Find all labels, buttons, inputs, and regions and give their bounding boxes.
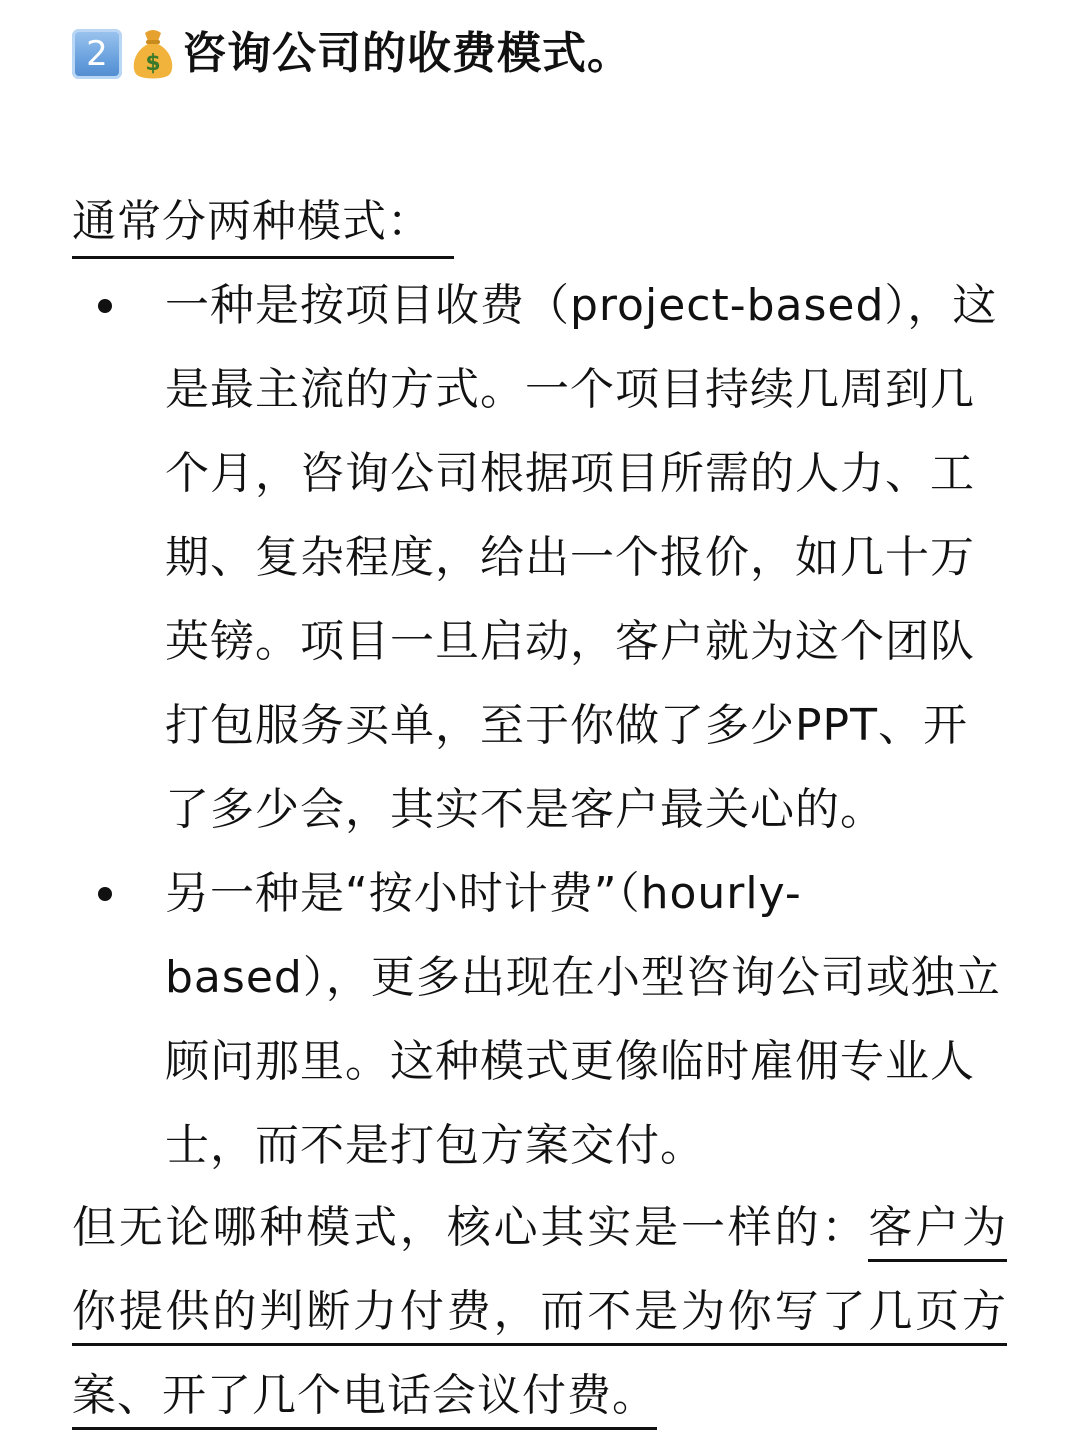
intro-paragraph [72, 180, 572, 264]
title-row [72, 26, 632, 82]
keycap-digit-two-icon [72, 29, 122, 79]
list-item [72, 852, 1005, 1188]
money-bag-icon [128, 27, 178, 81]
page-title: 咨询公司的收费模式。 [182, 28, 632, 79]
list-item-text: 一种是按项目收费（project-based），这是最主流的方式。一个项目持续几周到几个月，咨询公司根据项目所需的人力、工期、复杂程度，给出一个报价，如几十万英镑。项目一旦启动，客户就为这个团队打包服务买单，至于你做了多少PPT、开了多少会，其实不是客户最关心的。 [165, 280, 998, 835]
bullet-icon [98, 887, 112, 901]
keycap-digit: 2 [86, 34, 108, 74]
bullet-list [72, 264, 1012, 1188]
conclusion-paragraph [72, 1186, 1007, 1438]
conclusion-lead: 但无论哪种模式，核心其实是一样的： [72, 1202, 869, 1253]
intro-text: 通常分两种模式： [72, 190, 454, 259]
svg-text:$: $ [145, 51, 161, 76]
conclusion-emphasis: 客户为你提供的判断力付费，而不是为你写了几页方案、开了几个电话会议付费。 [72, 1202, 1007, 1430]
bullet-icon [98, 299, 112, 313]
list-item-text: 另一种是“按小时计费”（hourly-based），更多出现在小型咨询公司或独立顾问那里。这种模式更像临时雇佣专业人士，而不是打包方案交付。 [165, 868, 1001, 1171]
list-item [72, 264, 1005, 852]
